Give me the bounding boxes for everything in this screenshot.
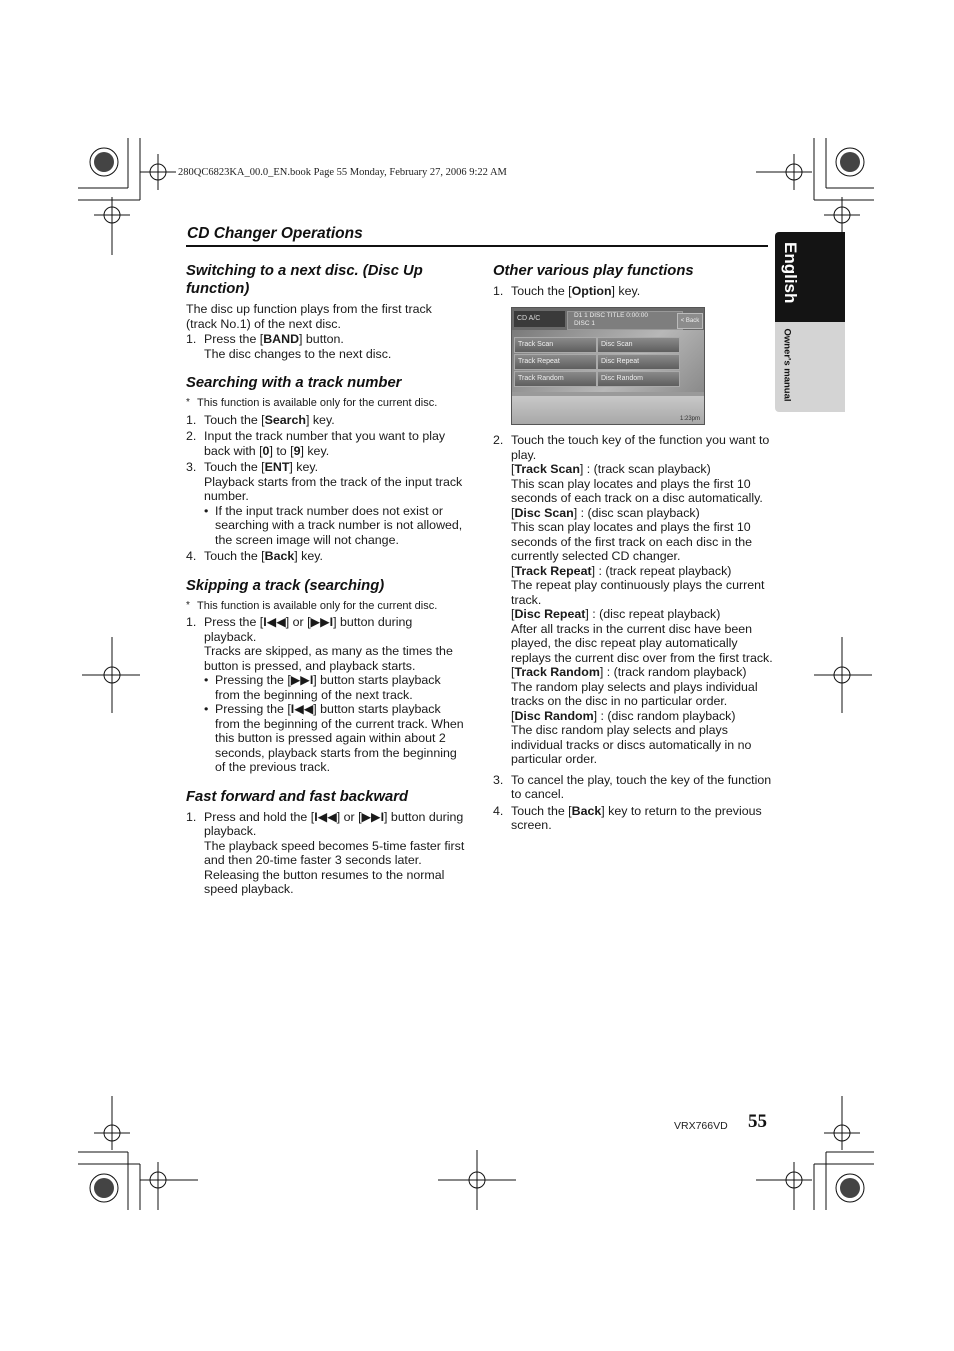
list-item: 1. Press the [BAND] button. The disc changes to the next disc.: [186, 332, 392, 361]
model-number: VRX766VD: [674, 1120, 728, 1132]
track-number-note: * This function is available only for the current disc.: [186, 396, 466, 411]
function-item-0: [Track Scan] : (track scan playback) This scan play locates and plays the first 10 seconds of each track on a disc automatically.: [511, 462, 763, 505]
disc-repeat-button[interactable]: Disc Repeat: [597, 354, 680, 370]
function-item-3: [Disc Repeat] : (disc repeat playback) After all tracks in the current disc have been played, the disc repeat play automatically replays the current disc over from the first track.: [511, 607, 773, 665]
fast-forward-heading: Fast forward and fast backward: [186, 788, 409, 805]
disc-info-display: D1 1 DISC TITLE 0:00:00 DISC 1: [567, 311, 683, 330]
left-column: [186, 262, 466, 899]
function-item-2: [Track Repeat] : (track repeat playback) The repeat play continuously plays the current track.: [511, 563, 765, 607]
function-item-4: [Track Random] : (track random playback) The random play selects and plays individual tracks on the disc in no particular order.: [511, 665, 758, 708]
skipping-heading: Skipping a track (searching): [186, 577, 385, 594]
clock-display: 1:23pm: [679, 416, 700, 422]
disc-scan-button[interactable]: Disc Scan: [597, 337, 680, 353]
list-item: 1. Touch the [Option] key.: [493, 284, 641, 298]
list-item: 1. Press and hold the [I◀◀] or [▶▶I] button during playback. The playback speed becomes 5-time faster first and then 20-time faster 3 seconds later. Releasing the button resumes to the normal speed playback.: [186, 809, 465, 896]
disc-up-intro: The disc up function plays from the first track (track No.1) of the next disc.: [186, 302, 432, 331]
disc-up-section: [186, 262, 466, 361]
track-scan-button[interactable]: Track Scan: [514, 337, 597, 353]
bullet-item: • Pressing the [▶▶I] button starts playback from the beginning of the next track.: [204, 673, 466, 702]
track-random-button[interactable]: Track Random: [514, 371, 597, 387]
list-item: 1. Press the [I◀◀] or [▶▶I] button during playback. Tracks are skipped, as many as the times the button is pressed, and playback starts. • Pressing the [▶▶I] button starts playback from the beginning of the next track. • Pressing the [I◀◀] button starts playback from the beginning of the current track. When this button is pressed again within about 2 seconds, playback starts from the beginning of the previous track.: [186, 615, 466, 775]
file-header: 280QC6823KA_00.0_EN.book Page 55 Monday, February 27, 2006 9:22 AM: [178, 167, 507, 178]
manual-label: Owner's manual: [781, 328, 793, 402]
skipping-section: [186, 577, 466, 775]
list-item: 3. To cancel the play, touch the key of the function to cancel.: [493, 772, 772, 801]
list-item: 2. Input the track number that you want to play back with [0] to [9] key.: [186, 429, 446, 458]
right-column: [493, 262, 773, 301]
track-repeat-button[interactable]: Track Repeat: [514, 354, 597, 370]
list-item: 3. Touch the [ENT] key. Playback starts from the track of the input track number. • If the input track number does not exist or searching with a track number is not allowed, the screen image will not change.: [186, 460, 466, 547]
other-functions-steps: [493, 284, 773, 299]
source-mode-label: CD A/C: [514, 311, 565, 327]
list-item: 4. Touch the [Back] key to return to the previous screen.: [493, 803, 762, 832]
page-number: 55: [748, 1111, 767, 1132]
section-rule: [186, 245, 768, 247]
list-item: 1. Touch the [Search] key.: [186, 412, 335, 427]
track-number-heading: Searching with a track number: [186, 375, 402, 391]
back-button[interactable]: < Back: [677, 313, 703, 329]
disc-random-button[interactable]: Disc Random: [597, 371, 680, 387]
right-column-continued: [493, 432, 773, 835]
other-functions-steps-continued: [493, 433, 773, 833]
function-item-5: [Disc Random] : (disc random playback) The disc random play selects and plays individual tracks or discs automatically in no particular order.: [511, 708, 752, 766]
fast-forward-section: [186, 788, 466, 897]
fast-forward-steps: [186, 810, 466, 897]
function-item-1: [Disc Scan] : (disc scan playback) This scan play locates and plays the first 10 seconds of the first track on each disc in the currently selected CD changer.: [511, 505, 753, 563]
other-functions-heading: Other various play functions: [493, 263, 694, 279]
track-number-steps: [186, 413, 466, 564]
skipping-note: * This function is available only for the current disc.: [186, 599, 466, 614]
bullet-item: • If the input track number does not exist or searching with a track number is not allowed, the screen image will not change.: [204, 504, 466, 548]
list-item: 4. Touch the [Back] key.: [186, 549, 323, 563]
list-item: 2. Touch the touch key of the function you want to play. [Track Scan] : (track scan playback) This scan play locates and plays the first 10 seconds of each track on a disc automatically. [Disc Scan] : (disc scan playback) This scan play locates and plays the first 10 seconds of the first track on each disc in the currently selected CD changer. [Track Repeat] : (track repeat playback) The repeat play continuously plays the current track. [Disc Repeat] : (disc repeat playback) After all tracks in the current disc have been played, the disc repeat play automatically replays the current disc over from the first track. [Track Random] : (track random playback) The random play selects and plays individual tracks on the disc in no particular order. [Disc Random] : (disc random playback) The disc random play selects and plays individual tracks or discs automatically in no particular order.: [493, 433, 773, 766]
bullet-item: • Pressing the [I◀◀] button starts playback from the beginning of the current track. When this button is pressed again within about 2 seconds, playback starts from the beginning of the previous track.: [204, 702, 466, 775]
disc-up-heading: Switching to a next disc. (Disc Up function): [186, 263, 423, 297]
section-title: CD Changer Operations: [187, 225, 363, 242]
language-label: English: [781, 242, 800, 304]
disc-up-steps: [186, 332, 466, 361]
option-screen-figure: [511, 307, 705, 425]
track-number-section: [186, 374, 466, 564]
skipping-steps: [186, 615, 466, 775]
